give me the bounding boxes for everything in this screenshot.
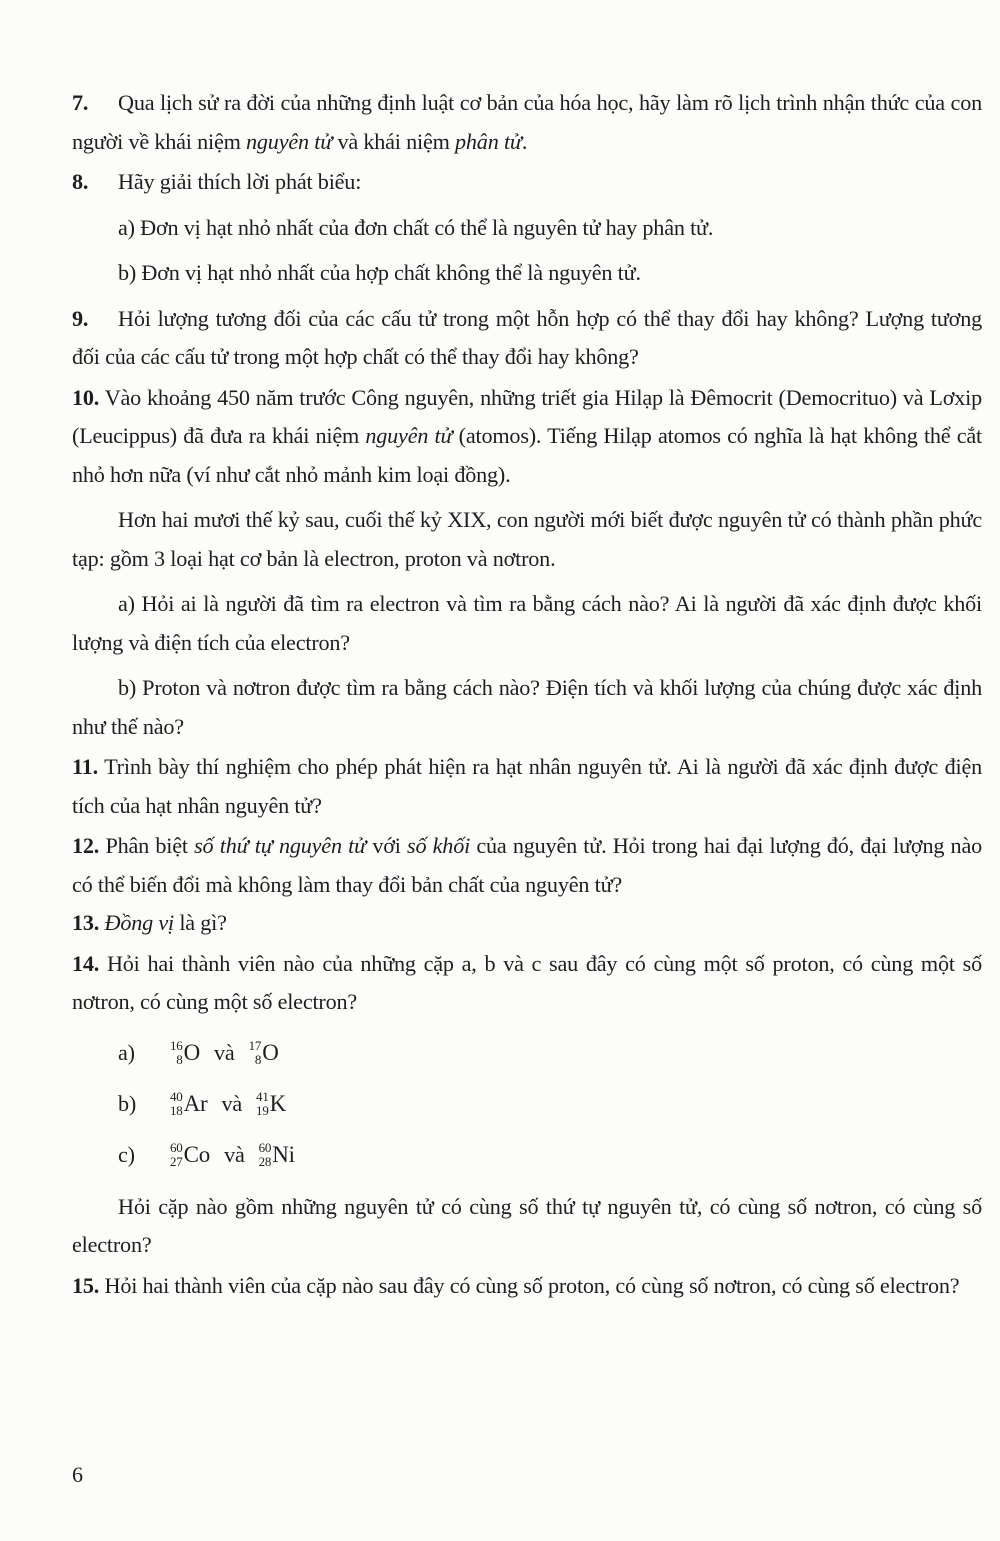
term-phan-tu: phân tử — [455, 128, 522, 154]
question-number: 15. — [72, 1272, 100, 1298]
question-11: 11. Trình bày thí nghiệm cho phép phát hiện ra hạt nhân nguyên tử. Ai là người đã xác định được điện tích của hạt nhân nguyên tử? — [72, 754, 982, 818]
term-dong-vi: Đồng vị — [104, 910, 174, 935]
nuclide: 17 8 O — [248, 1038, 279, 1067]
question-8-part-a: a) Đơn vị hạt nhỏ nhất của đơn chất có thể là nguyên tử hay phân tử. — [118, 214, 714, 240]
term-nguyen-tu: nguyên tử — [246, 128, 333, 154]
question-14: 14. Hỏi hai thành viên nào của những cặp a, b và c sau đây có cùng một số proton, có cùng một số nơtron, có cùng một số electron? — [72, 950, 982, 1014]
nuclide: 16 8 O — [170, 1038, 201, 1067]
question-13: 13. Đồng vị là gì? — [72, 910, 227, 935]
nuclide: 60 27 Co — [170, 1140, 211, 1169]
question-14-paragraph: Hỏi cặp nào gồm những nguyên tử có cùng số thứ tự nguyên tử, có cùng số nơtron, có cùng số electron? — [72, 1193, 982, 1257]
question-number: 11. — [72, 754, 98, 779]
nuclide-pair-c: c) 60 27 Co và 60 28 Ni — [72, 1130, 982, 1181]
question-number: 7. — [72, 90, 89, 115]
page-number: 6 — [72, 1462, 83, 1487]
nuclide-pairs — [72, 1028, 982, 1181]
term-so-thu-tu: số thứ tự nguyên tử — [194, 833, 367, 858]
question-10: 10. Vào khoảng 450 năm trước Công nguyên, những triết gia Hilạp là Đêmocrit (Democrituo) và Lơxip (Leucippus) đã đưa ra khái niệm nguyên tử (atomos). Tiếng Hilạp atomos có nghĩa là hạt không thể cắt nhỏ hơn nữa (ví như cắt nhỏ mảnh kim loại đồng). — [72, 384, 982, 487]
question-12: 12. Phân biệt số thứ tự nguyên tử với số khối của nguyên tử. Hỏi trong hai đại lượng đó, đại lượng nào có thể biến đổi mà không làm thay đổi bản chất của nguyên tử? — [72, 833, 982, 897]
question-10-paragraph: Hơn hai mươi thế kỷ sau, cuối thế kỷ XIX, con người mới biết được nguyên tử có thành phần phức tạp: gồm 3 loại hạt cơ bản là electron, proton và nơtron. — [72, 507, 982, 571]
question-7: 7. Qua lịch sử ra đời của những định luật cơ bản của hóa học, hãy làm rõ lịch trình nhận thức của con người về khái niệm nguyên tử và khái niệm phân tử. — [72, 84, 982, 161]
question-number: 14. — [72, 950, 100, 976]
page-content — [72, 84, 982, 1305]
nuclide: 40 18 Ar — [170, 1089, 208, 1118]
question-number: 8. — [72, 169, 89, 194]
nuclide: 41 19 K — [256, 1089, 287, 1118]
term-so-khoi: số khối — [407, 833, 471, 858]
nuclide: 60 28 Ni — [258, 1140, 295, 1169]
question-number: 10. — [72, 384, 100, 410]
question-15: 15. Hỏi hai thành viên của cặp nào sau đây có cùng số proton, có cùng số nơtron, có cùng số electron? — [72, 1272, 960, 1298]
question-10-part-b: b) Proton và nơtron được tìm ra bằng cách nào? Điện tích và khối lượng của chúng được xác định như thế nào? — [72, 675, 982, 739]
question-8-part-b: b) Đơn vị hạt nhỏ nhất của hợp chất không thể là nguyên tử. — [118, 260, 641, 285]
nuclide-pair-a: a) 16 8 O và 17 8 O — [72, 1028, 982, 1079]
question-8: 8. Hãy giải thích lời phát biểu: — [72, 163, 982, 202]
question-10-part-a: a) Hỏi ai là người đã tìm ra electron và tìm ra bằng cách nào? Ai là người đã xác định được khối lượng và điện tích của electron? — [72, 591, 982, 655]
question-number: 13. — [72, 910, 100, 935]
question-9: 9. Hỏi lượng tương đối của các cấu tử trong một hỗn hợp có thể thay đổi hay không? Lượng tương đối của các cấu tử trong một hợp chất có thể thay đổi hay không? — [72, 300, 982, 377]
nuclide-pair-b: b) 40 18 Ar và 41 19 K — [72, 1079, 982, 1130]
question-number: 9. — [72, 305, 89, 331]
term-nguyen-tu: nguyên tử — [365, 423, 453, 448]
question-number: 12. — [72, 833, 100, 858]
